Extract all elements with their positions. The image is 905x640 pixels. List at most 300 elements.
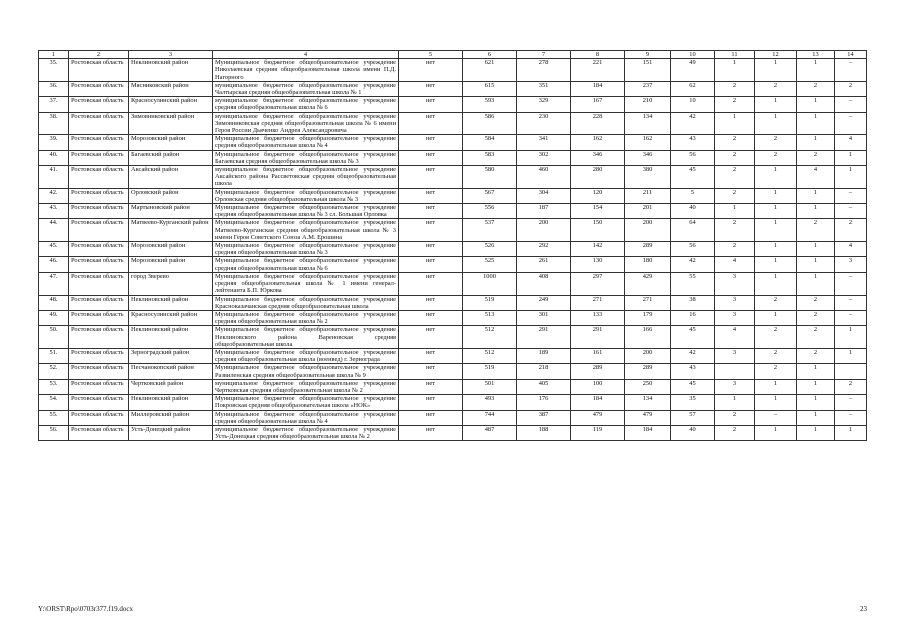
table-cell: нет: [399, 112, 463, 135]
table-cell: 55.: [39, 410, 69, 425]
table-cell: 134: [625, 112, 671, 135]
table-cell: 1: [755, 166, 797, 189]
table-row: [39, 364, 867, 379]
table-cell: муниципальное бюджетное общеобразовательное учреждение Зимовниковская средняя общеобразовательная школа № 6 имени Героя России Дьяченко Андрея Александровича: [213, 112, 399, 135]
table-cell: 40: [671, 425, 715, 440]
table-row: [39, 112, 867, 135]
table-cell: 512: [463, 326, 517, 349]
table-cell: 218: [517, 364, 571, 379]
table-cell: 519: [463, 295, 517, 310]
table-cell: Чертковский район: [129, 379, 213, 394]
table-cell: 513: [463, 310, 517, 325]
table-cell: Муниципальное бюджетное общеобразовательное учреждение Багаевская средняя общеобразовательная школа № 3: [213, 150, 399, 165]
table-cell: 289: [625, 364, 671, 379]
table-cell: Муниципальное бюджетное общеобразовательное учреждение средняя общеобразовательная школа № 6: [213, 257, 399, 272]
table-cell: 10: [671, 97, 715, 112]
table-cell: 54.: [39, 395, 69, 410]
table-cell: 39.: [39, 135, 69, 150]
table-cell: 2: [715, 242, 755, 257]
table-cell: 130: [571, 257, 625, 272]
table-row: [39, 257, 867, 272]
table-cell: [715, 364, 755, 379]
table-cell: 49: [671, 59, 715, 82]
table-cell: 230: [517, 112, 571, 135]
table-row: [39, 242, 867, 257]
table-cell: 2: [797, 295, 835, 310]
table-cell: 161: [571, 348, 625, 363]
table-row: [39, 310, 867, 325]
table-cell: муниципальное бюджетное общеобразовательное учреждение Усть-Донецкая средняя общеобразовательная школа № 2: [213, 425, 399, 440]
table-cell: 42.: [39, 188, 69, 203]
table-cell: 429: [625, 272, 671, 295]
table-cell: 179: [625, 310, 671, 325]
table-cell: 301: [517, 310, 571, 325]
table-cell: Зерноградский район: [129, 348, 213, 363]
table-cell: Ростовская область: [69, 348, 129, 363]
table-cell: 1: [797, 59, 835, 82]
table-cell: 1: [755, 257, 797, 272]
table-cell: 52.: [39, 364, 69, 379]
table-cell: 261: [517, 257, 571, 272]
table-cell: Муниципальное бюджетное общеобразовательное учреждение Орловская средняя общеобразовательная школа № 3: [213, 188, 399, 203]
table-cell: –: [755, 410, 797, 425]
schools-table: [38, 50, 867, 441]
table-cell: –: [835, 97, 867, 112]
table-cell: нет: [399, 295, 463, 310]
table-cell: 189: [517, 348, 571, 363]
table-cell: 387: [517, 410, 571, 425]
table-cell: 200: [625, 348, 671, 363]
table-cell: 525: [463, 257, 517, 272]
table-cell: 162: [571, 135, 625, 150]
table-cell: Мартыновский район: [129, 204, 213, 219]
table-cell: 184: [571, 81, 625, 96]
table-cell: 615: [463, 81, 517, 96]
table-cell: 567: [463, 188, 517, 203]
table-cell: 292: [517, 242, 571, 257]
table-cell: 1: [835, 425, 867, 440]
table-cell: 1: [797, 97, 835, 112]
table-cell: 1: [755, 395, 797, 410]
table-cell: 180: [625, 257, 671, 272]
table-cell: 1: [835, 348, 867, 363]
column-number-5: 5: [399, 51, 463, 59]
table-cell: 2: [715, 166, 755, 189]
table-cell: Муниципальное бюджетное общеобразовательное учреждение средняя общеобразовательная школа № 1 имени генерал-лейтенанта Б.П. Юркова: [213, 272, 399, 295]
table-cell: 56.: [39, 425, 69, 440]
table-cell: 479: [625, 410, 671, 425]
table-cell: Усть-Донецкий район: [129, 425, 213, 440]
table-cell: 41.: [39, 166, 69, 189]
table-cell: Муниципальное бюджетное общеобразовательное учреждение средняя общеобразовательная школа № 4: [213, 410, 399, 425]
table-cell: 1: [755, 97, 797, 112]
table-cell: Ростовская область: [69, 112, 129, 135]
table-cell: 291: [571, 326, 625, 349]
table-cell: –: [835, 395, 867, 410]
table-cell: 228: [571, 112, 625, 135]
table-cell: 2: [755, 348, 797, 363]
table-cell: 45: [671, 166, 715, 189]
table-cell: нет: [399, 204, 463, 219]
table-row: [39, 150, 867, 165]
column-number-2: 2: [69, 51, 129, 59]
table-cell: нет: [399, 410, 463, 425]
table-cell: 744: [463, 410, 517, 425]
table-cell: 1: [755, 188, 797, 203]
table-cell: 36.: [39, 81, 69, 96]
table-cell: 154: [571, 204, 625, 219]
table-cell: 1: [715, 59, 755, 82]
table-cell: 2: [835, 219, 867, 242]
table-cell: 57: [671, 410, 715, 425]
table-cell: 346: [571, 150, 625, 165]
table-cell: Муниципальное бюджетное общеобразовательное учреждение средняя общеобразовательная школа (военвед) г. Зернограда: [213, 348, 399, 363]
table-row: [39, 425, 867, 440]
table-cell: 1: [755, 310, 797, 325]
table-cell: Ростовская область: [69, 310, 129, 325]
table-cell: 493: [463, 395, 517, 410]
table-row: [39, 395, 867, 410]
table-cell: 2: [797, 348, 835, 363]
table-cell: 291: [517, 326, 571, 349]
table-cell: Морозовский район: [129, 242, 213, 257]
table-cell: 4: [835, 242, 867, 257]
table-cell: 2: [835, 379, 867, 394]
table-cell: –: [835, 410, 867, 425]
table-cell: 2: [715, 135, 755, 150]
table-cell: 1: [835, 166, 867, 189]
table-cell: Красносулинский район: [129, 97, 213, 112]
table-cell: 1: [797, 272, 835, 295]
table-cell: 280: [571, 166, 625, 189]
column-number-10: 10: [671, 51, 715, 59]
table-cell: Красносулинский район: [129, 310, 213, 325]
table-cell: Морозовский район: [129, 257, 213, 272]
table-cell: Неклиновский район: [129, 395, 213, 410]
table-cell: 51.: [39, 348, 69, 363]
table-cell: 4: [715, 257, 755, 272]
table-cell: 47.: [39, 272, 69, 295]
table-cell: 38.: [39, 112, 69, 135]
table-cell: 2: [797, 326, 835, 349]
table-cell: 1: [755, 219, 797, 242]
table-cell: 289: [625, 242, 671, 257]
table-cell: Миллеровский район: [129, 410, 213, 425]
table-cell: 64: [671, 219, 715, 242]
table-cell: 43: [671, 364, 715, 379]
table-cell: Муниципальное бюджетное общеобразовательное учреждение Красноказачанская средняя общеобразовательная школа: [213, 295, 399, 310]
table-cell: нет: [399, 135, 463, 150]
table-cell: Песчанокопский район: [129, 364, 213, 379]
table-cell: 460: [517, 166, 571, 189]
table-cell: нет: [399, 348, 463, 363]
table-row: [39, 379, 867, 394]
table-cell: 271: [571, 295, 625, 310]
table-cell: 2: [715, 219, 755, 242]
table-cell: 201: [625, 204, 671, 219]
table-cell: Муниципальное бюджетное общеобразовательное учреждение Николаевская средняя общеобразовательная школа имени П.Д. Нагорного: [213, 59, 399, 82]
table-cell: 162: [625, 135, 671, 150]
table-cell: 2: [755, 364, 797, 379]
table-cell: 211: [625, 188, 671, 203]
table-cell: 100: [571, 379, 625, 394]
table-cell: 1: [797, 425, 835, 440]
table-cell: 42: [671, 348, 715, 363]
table-cell: 351: [517, 81, 571, 96]
table-cell: 55: [671, 272, 715, 295]
table-cell: 2: [797, 81, 835, 96]
table-cell: 512: [463, 348, 517, 363]
table-cell: нет: [399, 97, 463, 112]
table-cell: 62: [671, 81, 715, 96]
table-cell: Муниципальное бюджетное общеобразовательное учреждение Покровская средняя общеобразовательная школа «НОК»: [213, 395, 399, 410]
table-cell: 2: [797, 219, 835, 242]
table-cell: нет: [399, 425, 463, 440]
table-cell: 556: [463, 204, 517, 219]
table-cell: 1: [797, 112, 835, 135]
table-cell: 621: [463, 59, 517, 82]
table-cell: 2: [797, 310, 835, 325]
table-cell: 1: [797, 395, 835, 410]
table-cell: 134: [625, 395, 671, 410]
table-cell: 1: [755, 379, 797, 394]
column-number-8: 8: [571, 51, 625, 59]
table-cell: 188: [517, 425, 571, 440]
table-cell: Орловский район: [129, 188, 213, 203]
table-cell: 2: [797, 150, 835, 165]
table-cell: Неклиновский район: [129, 295, 213, 310]
table-cell: 237: [625, 81, 671, 96]
table-cell: 166: [625, 326, 671, 349]
column-number-13: 13: [797, 51, 835, 59]
table-cell: 40: [671, 204, 715, 219]
table-cell: 3: [715, 379, 755, 394]
header-row: [39, 51, 867, 59]
table-cell: 50.: [39, 326, 69, 349]
table-cell: 3: [715, 310, 755, 325]
table-row: [39, 166, 867, 189]
table-cell: 1: [797, 257, 835, 272]
table-cell: 35.: [39, 59, 69, 82]
table-cell: 45: [671, 326, 715, 349]
table-cell: 42: [671, 257, 715, 272]
table-cell: 42: [671, 112, 715, 135]
table-cell: Ростовская область: [69, 188, 129, 203]
table-cell: 1: [797, 410, 835, 425]
table-cell: Зимовниковский район: [129, 112, 213, 135]
table-cell: Муниципальное бюджетное общеобразовательное учреждение Матвеево-Курганская средняя общеобразовательная школа № 3 имени Героя Советского Союза А.М. Ерошина: [213, 219, 399, 242]
table-cell: 44.: [39, 219, 69, 242]
table-cell: 487: [463, 425, 517, 440]
table-row: [39, 204, 867, 219]
table-cell: Ростовская область: [69, 59, 129, 82]
table-cell: 43: [671, 135, 715, 150]
table-row: [39, 81, 867, 96]
table-cell: –: [835, 204, 867, 219]
table-cell: Муниципальное бюджетное общеобразовательное учреждение средняя общеобразовательная школа № 2: [213, 310, 399, 325]
table-row: [39, 295, 867, 310]
table-cell: 2: [715, 188, 755, 203]
table-cell: 1: [755, 59, 797, 82]
column-number-7: 7: [517, 51, 571, 59]
table-cell: –: [835, 310, 867, 325]
table-row: [39, 219, 867, 242]
table-cell: 56: [671, 150, 715, 165]
table-cell: 53.: [39, 379, 69, 394]
table-cell: 2: [715, 81, 755, 96]
table-cell: 5: [671, 188, 715, 203]
table-cell: нет: [399, 242, 463, 257]
table-cell: 133: [571, 310, 625, 325]
table-cell: Ростовская область: [69, 204, 129, 219]
table-cell: 176: [517, 395, 571, 410]
table-cell: 187: [517, 204, 571, 219]
table-cell: Ростовская область: [69, 81, 129, 96]
table-cell: 46.: [39, 257, 69, 272]
column-number-1: 1: [39, 51, 69, 59]
table-cell: Неклиновский район: [129, 59, 213, 82]
column-number-9: 9: [625, 51, 671, 59]
table-cell: Ростовская область: [69, 257, 129, 272]
table-cell: 2: [755, 81, 797, 96]
table-cell: Матвеево-Курганский район: [129, 219, 213, 242]
table-cell: Муниципальное бюджетное общеобразовательное учреждение Развиленская средняя общеобразовательная школа № 9: [213, 364, 399, 379]
table-cell: Ростовская область: [69, 395, 129, 410]
table-cell: 142: [571, 242, 625, 257]
table-cell: 1: [755, 112, 797, 135]
table-cell: 583: [463, 150, 517, 165]
table-cell: Ростовская область: [69, 425, 129, 440]
table-cell: Ростовская область: [69, 379, 129, 394]
table-cell: 250: [625, 379, 671, 394]
table-cell: Муниципальное бюджетное общеобразовательное учреждение средняя общеобразовательная школа № 3 сл. Большая Орловка: [213, 204, 399, 219]
table-cell: Ростовская область: [69, 135, 129, 150]
table-cell: Ростовская область: [69, 219, 129, 242]
table-cell: 1: [797, 242, 835, 257]
table-cell: 1: [755, 272, 797, 295]
table-cell: 45: [671, 379, 715, 394]
table-cell: нет: [399, 272, 463, 295]
table-cell: –: [835, 188, 867, 203]
table-cell: нет: [399, 59, 463, 82]
table-cell: 40.: [39, 150, 69, 165]
table-cell: нет: [399, 188, 463, 203]
table-row: [39, 410, 867, 425]
table-cell: нет: [399, 219, 463, 242]
table-cell: 120: [571, 188, 625, 203]
table-row: [39, 97, 867, 112]
table-cell: Муниципальное бюджетное общеобразовательное учреждение средняя общеобразовательная школа № 3: [213, 242, 399, 257]
table-cell: Ростовская область: [69, 326, 129, 349]
table-cell: 278: [517, 59, 571, 82]
column-number-11: 11: [715, 51, 755, 59]
table-cell: 1: [797, 188, 835, 203]
table-cell: Багаевский район: [129, 150, 213, 165]
table-cell: 48.: [39, 295, 69, 310]
table-cell: 167: [571, 97, 625, 112]
table-cell: –: [835, 272, 867, 295]
table-cell: 408: [517, 272, 571, 295]
table-cell: 4: [715, 326, 755, 349]
table-cell: 1: [715, 112, 755, 135]
table-cell: нет: [399, 81, 463, 96]
table-cell: 119: [571, 425, 625, 440]
table-cell: 210: [625, 97, 671, 112]
table-cell: 38: [671, 295, 715, 310]
table-cell: 537: [463, 219, 517, 242]
table-cell: 584: [463, 135, 517, 150]
table-cell: 405: [517, 379, 571, 394]
table-row: [39, 59, 867, 82]
table-cell: Морозовский район: [129, 135, 213, 150]
table-row: [39, 188, 867, 203]
table-cell: 586: [463, 112, 517, 135]
table-cell: нет: [399, 364, 463, 379]
column-number-3: 3: [129, 51, 213, 59]
table-cell: Муниципальное бюджетное общеобразовательное учреждение средняя общеобразовательная школа № 4: [213, 135, 399, 150]
table-cell: 1: [755, 204, 797, 219]
table-cell: –: [835, 295, 867, 310]
table-cell: Ростовская область: [69, 364, 129, 379]
column-number-6: 6: [463, 51, 517, 59]
table-cell: 4: [797, 166, 835, 189]
table-cell: 35: [671, 395, 715, 410]
column-number-12: 12: [755, 51, 797, 59]
table-cell: город Зверево: [129, 272, 213, 295]
table-cell: 1: [797, 379, 835, 394]
table-cell: 501: [463, 379, 517, 394]
table-cell: 45.: [39, 242, 69, 257]
table-cell: Ростовская область: [69, 242, 129, 257]
table-cell: 289: [571, 364, 625, 379]
table-cell: 302: [517, 150, 571, 165]
table-cell: 297: [571, 272, 625, 295]
table-cell: 346: [625, 150, 671, 165]
table-cell: 2: [755, 295, 797, 310]
table-cell: 2: [715, 97, 755, 112]
table-cell: 43.: [39, 204, 69, 219]
table-cell: Ростовская область: [69, 410, 129, 425]
table-cell: 150: [571, 219, 625, 242]
table-cell: 2: [755, 150, 797, 165]
table-cell: –: [835, 112, 867, 135]
table-cell: 249: [517, 295, 571, 310]
table-cell: 49.: [39, 310, 69, 325]
table-cell: муниципальное бюджетное общеобразовательное учреждение Чертковская средняя общеобразовательная школа № 2: [213, 379, 399, 394]
table-cell: Неклиновский район: [129, 326, 213, 349]
table-cell: 200: [517, 219, 571, 242]
table-cell: 184: [625, 425, 671, 440]
table-cell: 3: [715, 295, 755, 310]
table-cell: Ростовская область: [69, 97, 129, 112]
table-cell: 1: [835, 326, 867, 349]
column-number-4: 4: [213, 51, 399, 59]
page-number: 23: [860, 605, 867, 613]
table-cell: нет: [399, 166, 463, 189]
table-row: [39, 348, 867, 363]
table-cell: нет: [399, 257, 463, 272]
table-cell: 4: [835, 135, 867, 150]
table-row: [39, 135, 867, 150]
table-cell: 2: [755, 326, 797, 349]
table-cell: Ростовская область: [69, 295, 129, 310]
table-cell: –: [835, 59, 867, 82]
table-cell: Муниципальное бюджетное общеобразовательное учреждение Неклиновского района Вареновская средняя общеобразовательная школа: [213, 326, 399, 349]
table-cell: Ростовская область: [69, 150, 129, 165]
table-cell: 1: [755, 425, 797, 440]
table-cell: нет: [399, 326, 463, 349]
table-cell: [835, 364, 867, 379]
